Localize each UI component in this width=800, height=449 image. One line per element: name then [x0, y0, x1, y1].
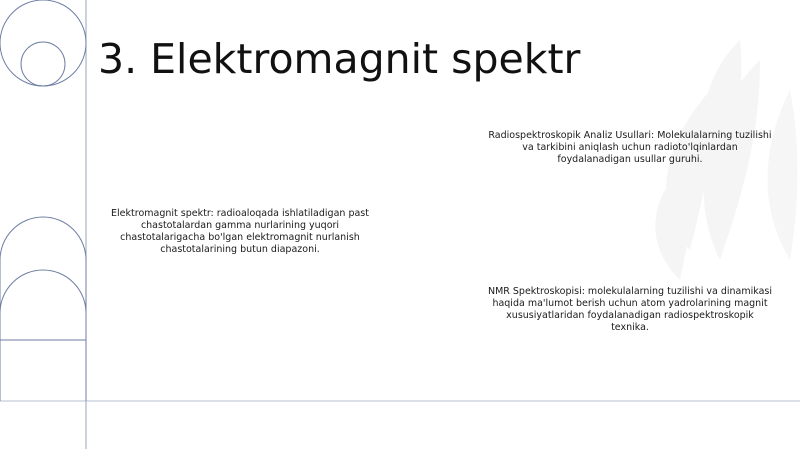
- definition-electromagnetic-spectrum: Elektromagnit spektr: radioaloqada ishlatiladigan past chastotalardan gamma nurlarining yuqori chastotalarigacha bo'lgan elektromagnit nurlanish chastotalarining butun diapazoni.: [111, 208, 369, 255]
- definition-nmr-spectroscopy: NMR Spektroskopisi: molekulalarning tuzilishi va dinamikasi haqida ma'lumot berish uchun atom yadrolarining magnit xususiyatlaridan foydalanadigan radiospektroskopik texnika.: [487, 286, 773, 333]
- slide-title: 3. Elektromagnit spektr: [98, 35, 581, 84]
- definition-radiospectroscopic-methods: Radiospektroskopik Analiz Usullari: Molekulalarning tuzilishi va tarkibini aniqlash uchun radioto'lqinlardan foydalanadigan usullar guruhi.: [488, 130, 772, 165]
